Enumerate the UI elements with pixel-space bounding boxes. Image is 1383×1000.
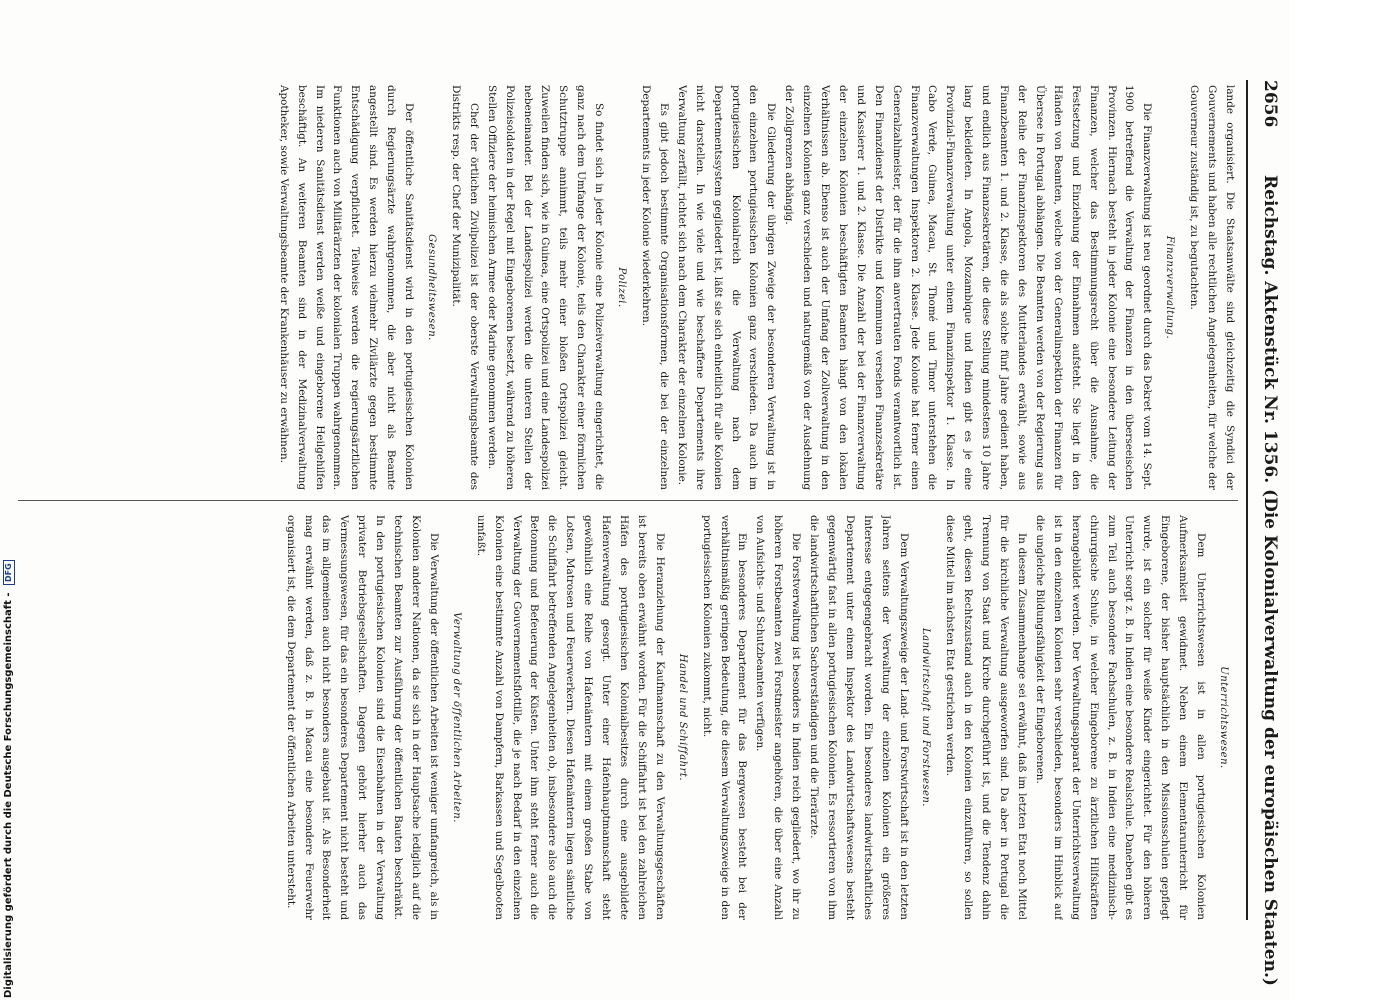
section-heading: Verwaltung der öffentlichen Arbeiten.	[450, 612, 462, 823]
section-heading: Gesundheitswesen.	[426, 234, 438, 341]
paragraph: Chef der örtlichen Zivilpolizei ist der oberste Verwaltungsbeamte des Distrikts resp. der Chef der Munizipalität.	[449, 85, 480, 490]
page-header	[1248, 80, 1290, 986]
section-heading: Handel und Schiffahrt.	[676, 653, 688, 782]
paragraph: Die Heranziehung der Kaufmannschaft zu den Verwaltungsgeschäften ist bereits oben erwähnt worden. Für die Schiffahrt ist bei den zahlreichen Häfen des portugiesischen Kolonialbesitzes durch eine ausgebildete Hafenverwaltung gesorgt. Unter einer Hafenhauptmannschaft steht gewöhnlich eine Reihe von Hafenämtern mit einem großen Stabe von Lotsen, Matrosen und Feuerwerkern. Diesen Hafenämtern liegen sämtliche die Schiffahrt betreffenden Angelegenheiten ob, insbesondere also auch die Betonnung und Befeuerung der Küsten. Unter ihm steht ferner auch die Verwaltung der Gouvernementsflottille, die je nach Bedarf in den einzelnen Kolonien eine bestimmte Anzahl von Dampfern, Barkassen und Segelbooten umfaßt.	[474, 515, 666, 920]
paragraph: Dem Unterrichtswesen ist in allen portugiesischen Kolonien Aufmerksamkeit gewidmet. Neben einem Elementarunterricht für Eingeborene, der bisher hauptsächlich in den Missionsschulen gepflegt wurde, ist ein solcher für weiße Kinder eingerichtet. Für den höheren Unterricht sorgt z. B. in Indien eine besondere Realschule. Daneben gibt es zum Teil auch besondere Fachschulen, z. B. in Indien eine medizinisch-chirurgische Schule, in welcher Eingeborene zu ärztlichen Hilfskräften herangebildet werden. Der Verwaltungsapparat der Unterrichtsverwaltung ist in den einzelnen Kolonien sehr verschieden, besonders im Hinblick auf die ungleiche Bildungsfähigkeit der Eingeborenen.	[1033, 515, 1208, 920]
paragraph: Die Finanzverwaltung ist neu geordnet durch das Dekret vom 14. Sept. 1900 betreffend die Verwaltung der Finanzen in den überseeischen Provinzen. Hiernach besteht in jeder Kolonie eine besondere Leitung der Finanzen, welcher das Bestimmungsrecht über die Ausnahme, die Festsetzung und Einziehung der Einnahmen aufsteht. Sie liegt in den Händen von Beamten, welche von der Generalinspektion der Finanzen für Übersee in Portugal abhängen. Die Beamten werden von der Regierung aus der Reihe der Finanzinspektoren des Mutterlandes erwählt, sowie aus Finanzbeamten 1. und 2. Klasse, die als solche fünf Jahre gedient haben, und endlich aus Finanzsekretären, die diese Stellung mindestens 10 Jahre lang bekleideten. In Angola, Mozambique und Indien gibt es je eine Provinzial-Finanzverwaltung unter einem Finanzinspektor 1. Klasse. In Cabo Verde, Guinea, Macau, St. Thomé und Timor unterstehen die Finanzverwaltungen Inspektoren 2. Klasse. Jede Kolonie hat ferner einen Generalzahlmeister, der für die ihm anvertrauten Fonds verantwortlich ist. Den Finanzdienst der Distrikte und Kommunen versehen Finanzsekretäre und Kassierer 1. und 2. Klasse. Die Anzahl der bei der Finanzverwaltung der einzelnen Kolonien beschäftigten Beamten hängt von den lokalen Verhältnissen ab. Ebenso ist auch der Umfang der Zollverwaltung in den einzelnen Kolonien ganz verschieden und naturgemäß von der Ausdehnung der Zollgrenzen abhängig.	[783, 85, 1154, 490]
section-heading: Polizei.	[616, 267, 628, 308]
page-title: Reichstag. Aktenstück Nr. 1356. (Die Kolonialverwaltung der europäischen Staaten.)	[1260, 175, 1280, 986]
left-column	[18, 85, 1238, 490]
digitization-credit	[2, 0, 18, 1000]
paragraph: Die Forstverwaltung ist besonders in Indien reich gegliedert, wo ihr zu höheren Forstbeamten zwei Forstmeister angehören, die über eine Anzahl von Aufsichts- und Schutzbeamten verfügen.	[754, 515, 803, 920]
column-divider	[18, 500, 1238, 501]
section-heading: Finanzverwaltung.	[1164, 235, 1176, 340]
credit-text: Digitalisierung gefördert durch die Deutsche Forschungsgemeinschaft -	[3, 592, 14, 998]
dfg-logo: DFG	[3, 560, 15, 585]
page-number: 2656	[1260, 80, 1280, 128]
paragraph: So findet sich in jeder Kolonie eine Polizeiverwaltung eingerichtet, die ganz nach dem Umfange der Kolonie, teils den Charakter einer förmlichen Schutztruppe annimmt, teils mehr einer bloßen Ortspolizei gleicht. Zuweilen finden sich, wie in Guinea, eine Ortspolizei und eine Landespolizei nebeneinander. Bei der Landespolizei werden die unteren Stellen der Polizeisoldaten in der Regel mit Eingeborenen besetzt, während zu höheren Stellen Offiziere der heimischen Armee oder Marine genommen werden.	[485, 85, 606, 490]
paragraph: Die Gliederung der übrigen Zweige der besonderen Verwaltung ist in den einzelnen portugiesischen Kolonien ganz verschieden. Da auch im portugiesischen Kolonialreich die Verwaltung nach dem Departementssystem gegliedert ist, läßt sie sich einheitlich für alle Kolonien nicht darstellen. In wie viele und wie beschaffene Departements ihre Verwaltung zerfällt, richtet sich nach dem Charakter der einzelnen Kolonie.	[675, 85, 778, 490]
paragraph: Der öffentliche Sanitätsdienst wird in den portugiesischen Kolonien durch Regierungsärzte wahrgenommen, die aber nicht als Beamte angestellt sind. Es werden hierzu vielmehr Zivilärzte gegen bestimmte Entschädigung verpflichtet. Teilweise werden die regierungsärztlichen Funktionen auch von Militärärzten der kolonialen Truppen wahrgenommen. Im niederen Sanitätsdienst werden weiße und eingeborene Heilgehilfen beschäftigt. An weiteren Beamten sind in der Medizinalverwaltung Apotheker, sowie Verwaltungsbeamte der Krankenhäuser zu erwähnen.	[277, 85, 416, 490]
paragraph: Es gibt jedoch bestimmte Organisationsformen, die bei der einzelnen Departements in jeder Kolonie wiederkehren.	[640, 85, 670, 490]
paragraph: In diesem Zusammenhange sei erwähnt, daß im letzten Etat noch Mittel für die kirchliche Verwaltung ausgeworfen sind. Da aber in Portugal die Trennung von Staat und Kirche durchgeführt ist, und die Tendenz dahin geht, diesen Rechtszustand auch in den Kolonien einzuführen, so sollen diese Mittel im nächsten Etat gestrichen werden.	[944, 515, 1029, 920]
paragraph: lande organisiert. Die Staatsanwälte sind gleichzeitig die Syndici der Gouvernements und haben alle rechtlichen Angelegenheiten, für welche der Gouverneur zuständig ist, zu begutachten.	[1188, 85, 1236, 490]
paragraph: Dem Verwaltungszweige der Land- und Forstwirtschaft ist in den letzten Jahren seitens der Verwaltung der einzelnen Kolonien ein größeres Interesse entgegengebracht worden. Ein besonderes landwirtschaftliches Departement unter einem Inspektor des Landwirtschaftswesens besteht gegenwärtig fast in allen portugiesischen Kolonien. Es ressortieren von ihm die landwirtschaftlichen Sachverständigen und die Tierärzte.	[808, 515, 910, 920]
header-rule	[1246, 80, 1248, 920]
paragraph: Ein besonderes Departement für das Bergwesen besteht bei der verhältnismäßig geringen Bedeutung, die diesem Verwaltungszweige in den portugiesischen Kolonien zukommt, nicht.	[700, 515, 749, 920]
section-heading: Landwirtschaft und Forstwesen.	[920, 628, 932, 807]
paragraph: Die Verwaltung der öffentlichen Arbeiten ist weniger umfangreich, als in Kolonien anderer Nationen, da sie sich in der Hauptsache lediglich auf die technischen Beamten zur Ausführung der öffentlichen Bauten beschränkt. In den portugiesischen Kolonien sind die Eisenbahnen in der Verwaltung privater Betriebsgesellschaften. Dagegen gehört hierher auch das Vermessungswesen, für das ein besonderes Departement nicht besteht und das im allgemeinen auch nicht besonders ausgebaut ist. Als Besonderheit mag erwähnt werden, daß z. B. in Macau eine besondere Feuerwehr organisiert ist, die dem Departement der öffentlichen Arbeiten untersteht.	[284, 515, 440, 920]
section-heading: Unterrichtswesen.	[1218, 666, 1229, 769]
right-column	[18, 515, 1238, 920]
